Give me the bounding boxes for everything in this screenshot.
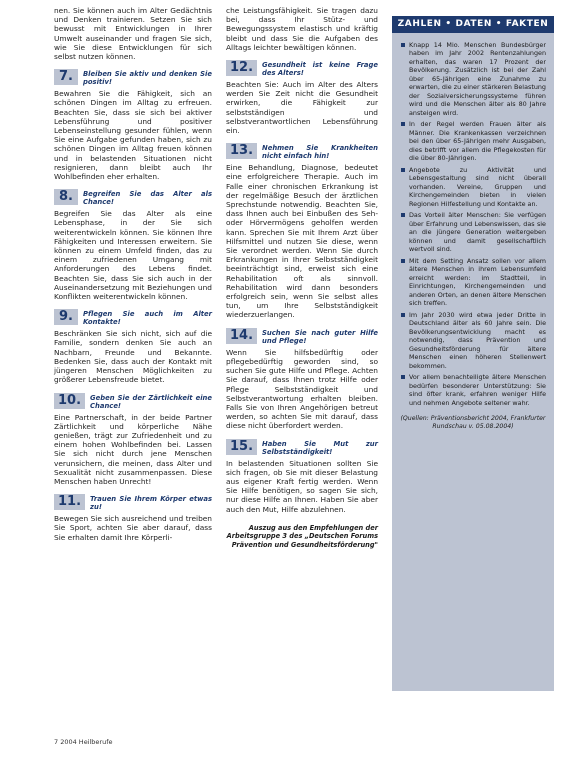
tip-title: Nehmen Sie Krankheiten nicht einfach hin! <box>262 144 378 161</box>
tip-section <box>226 328 378 431</box>
tip-number: 9. <box>54 309 78 325</box>
tip-heading <box>54 393 212 410</box>
tip-number: 7. <box>54 69 78 85</box>
tip-section <box>54 309 212 384</box>
tip-section <box>226 60 378 135</box>
tip-heading <box>226 60 378 77</box>
facts-list <box>400 41 546 408</box>
tip-number: 10. <box>54 393 85 409</box>
tip-text: Eine Behandlung, Diagnose, bedeutet eine erfolgreichere Therapie. Auch im Falle einer chronischen Erkrankung ist der regelmäßige Besuch der ärztlichen Sprechstunde notwendig. Beachten Sie, dass Ihnen auch bei Einbußen des Seh- oder Hörvermögens geholfen werden kann. Sprechen Sie mit Ihrem Arzt über Hilfsmittel und nutzen Sie diese, wenn Sie verordnet werden. Wenn Sie durch Erkrankungen in Ihrer Selbstständigkeit beeinträchtigt sind, erweist sich eine Rehabilitation oft als sinnvoll. Rehabilitation wird dann besonders erfolgreich sein, wenn Sie selbst alles tun, um Ihre Selbstständigkeit wiederzuerlangen. <box>226 163 378 320</box>
tip-text: Bewegen Sie sich ausreichend und treiben Sie Sport, achten Sie aber darauf, dass Sie erhalten damit Ihre Körperli- <box>54 514 212 542</box>
fact-item: Knapp 14 Mio. Menschen Bundesbürger haben im Jahr 2002 Rentenzahlungen erhalten, das waren 17 Prozent der Bevölkerung. Zusätzlich ist bei der Zahl über 65-Jährigen eine Zunahme zu erwarten, die zu einer stärkeren Belastung der Sozialversicherungssysteme führen wird und die Menschen älter als 80 Jahre ansteigen wird. <box>400 41 546 118</box>
tip-number: 11. <box>54 494 85 510</box>
page-footer: 7 2004 Heilberufe <box>54 738 113 746</box>
tip-title: Geben Sie der Zärtlichkeit eine Chance! <box>90 393 212 410</box>
tip-text: Begreifen Sie das Alter als eine Lebensphase, in der Sie sich weiterentwickeln können. Sie können Ihre Fähigkeiten und Interessen erweitern. Sie können zu einem Umfeld finden, das zu einem zufriedenen Umgang mit Anforderungen des Lebens findet. Beachten Sie, dass Sie sich auch in der Auseinandersetzung mit Beziehungen und Konflikten weiterentwickeln können. <box>54 209 212 302</box>
tip-section <box>54 393 212 487</box>
tip-heading <box>54 309 212 326</box>
tip-number: 8. <box>54 189 78 205</box>
tip-heading <box>54 189 212 206</box>
tip-section <box>226 439 378 514</box>
tip-heading <box>226 439 378 456</box>
tip-heading <box>226 328 378 345</box>
tip-title: Trauen Sie Ihrem Körper etwas zu! <box>90 495 212 512</box>
tip-section <box>54 69 212 181</box>
tip-number: 14. <box>226 328 257 344</box>
sources-citation: (Quellen: Präventionsbericht 2004, Frankfurter Rundschau v. 05.08.2004) <box>400 415 546 431</box>
fact-item: Angebote zu Aktivität und Lebensgestaltung sind nicht überall vorhanden. Vereine, Gruppen und Kirchengemeinden bieten in vielen Regionen Hilfestellung und Kontakte an. <box>400 166 546 209</box>
tip-number: 12. <box>226 60 257 76</box>
tip-title: Pflegen Sie auch im Alter Kontakte! <box>83 310 212 327</box>
tip-heading <box>54 69 212 86</box>
tip-section <box>226 143 378 319</box>
fact-item: Mit dem Setting Ansatz sollen vor allem ältere Menschen in ihrem Lebensumfeld erreicht werden: im Stadtteil, in Einrichtungen, Kirchengemeinden und anderen Orten, an denen ältere Menschen sich treffen. <box>400 257 546 308</box>
tip-text: Eine Partnerschaft, in der beide Partner Zärtlichkeit und körperliche Nähe genießen, trägt zur Zufriedenheit und zu einem hohen Wohlbefinden bei. Lassen Sie sich nicht durch jene Menschen verunsichern, die meinen, dass Alter und Sexualität nicht zusammenpassen. Diese Menschen haben Unrecht! <box>54 412 212 486</box>
tip-section <box>54 189 212 301</box>
column-left-intro: nen. Sie können auch im Alter Gedächtnis und Denken trainieren. Setzen Sie sich bewusst mit Entwicklungen in Ihrer Umwelt auseinander und fragen Sie sich, wie Sie diese Entwicklungen für sich selbst nutzen können. <box>54 6 212 62</box>
tip-text: Beachten Sie: Auch im Alter des Alters werden Sie Zeit nicht die Gesundheit erwirken, die Fähigkeit zur selbstständigen und selbstverantwortlichen Lebensführung ein. <box>226 80 378 136</box>
fact-item: Vor allem benachteiligte ältere Menschen bedürfen besonderer Unterstützung: Sie sind öfter krank, erfahren weniger Hilfe und nehmen Angebote seltener wahr. <box>400 373 546 407</box>
tip-title: Bleiben Sie aktiv und denken Sie positiv! <box>83 70 212 87</box>
column-middle <box>226 6 378 550</box>
tip-text: Beschränken Sie sich nicht, sich auf die Familie, sondern denken Sie auch an Nachbarn, Freunde und Bekannte. Bedenken Sie, dass auch der Kontakt mit jüngeren Menschen Möglichkeiten zu größerer Lebensfreude bietet. <box>54 329 212 385</box>
tip-title: Begreifen Sie das Alter als Chance! <box>83 190 212 207</box>
sidebar-title: ZAHLEN • DATEN • FAKTEN <box>392 16 554 33</box>
fact-item: Das Vorteil älter Menschen: Sie verfügen über Erfahrung und Lebenswissen, das sie an die jüngere Generation weitergeben können und damit gesellschaftlich wertvoll sind. <box>400 211 546 254</box>
tip-text: Wenn Sie hilfsbedürftig oder pflegebedürftig geworden sind, so suchen Sie gute Hilfe und Pflege. Achten Sie darauf, dass Ihnen trotz Hilfe oder Pflege Selbstständigkeit und Selbstverantwortung erhalten bleiben. Falls Sie von Ihren Angehörigen betreut werden, so achten Sie mit darauf, dass diese nicht überfordert werden. <box>226 347 378 431</box>
column-left <box>54 6 212 542</box>
facts-sidebar <box>392 16 554 691</box>
tip-text: Bewahren Sie die Fähigkeit, sich an schönen Dingen im Alltag zu erfreuen. Beachten Sie, dass sie sich bei aktiver Lebensführung und positiver Lebenseinstellung gesunder fühlen, wenn Sie eine Aufgabe gefunden haben, sich zu schönen Dingen im Alltag freuen können und in belastenden Situationen nicht resignieren, dann bleibt auch Ihr Wohlbefinden eher erhalten. <box>54 89 212 182</box>
tip-number: 13. <box>226 143 257 159</box>
tip-title: Haben Sie Mut zur Selbstständigkeit! <box>262 439 378 456</box>
tip-text: In belastenden Situationen sollten Sie sich fragen, ob Sie mit dieser Belastung aus eigener Kraft fertig werden. Wenn Sie Hilfe benötigen, so sagen Sie sich, nur diese Hilfe an Ihnen. Haben Sie aber auch den Mut, Hilfe abzulehnen. <box>226 458 378 514</box>
column-middle-intro: che Leistungsfähigkeit. Sie tragen dazu bei, dass Ihr Stütz- und Bewegungssystem elastisch und kräftig bleibt und dass Sie die Aufgaben des Alltags leichter bewältigen können. <box>226 6 378 52</box>
tip-title: Gesundheit ist keine Frage des Alters! <box>262 61 378 78</box>
tip-section <box>54 494 212 542</box>
tip-heading <box>54 494 212 511</box>
fact-item: Im Jahr 2030 wird etwa jeder Dritte in Deutschland älter als 60 Jahre sein. Die Bevölkerungsentwicklung macht es notwendig, dass Prävention und Gesundheitsförderung für ältere Menschen einen höheren Stellenwert bekommen. <box>400 311 546 371</box>
recommendation-source-note: Auszug aus den Empfehlungen der Arbeitsgruppe 3 des „Deutschen Forums Prävention und Gesundheitsförderung" <box>226 523 378 549</box>
tip-heading <box>226 143 378 160</box>
tip-title: Suchen Sie nach guter Hilfe und Pflege! <box>262 328 378 345</box>
tip-number: 15. <box>226 439 257 455</box>
fact-item: In der Regel werden Frauen älter als Männer. Die Krankenkassen verzeichnen bei den über 65-Jährigen mehr Ausgaben, dies betrifft vor allem die Pflegekosten für die über 80-Jährigen. <box>400 120 546 163</box>
